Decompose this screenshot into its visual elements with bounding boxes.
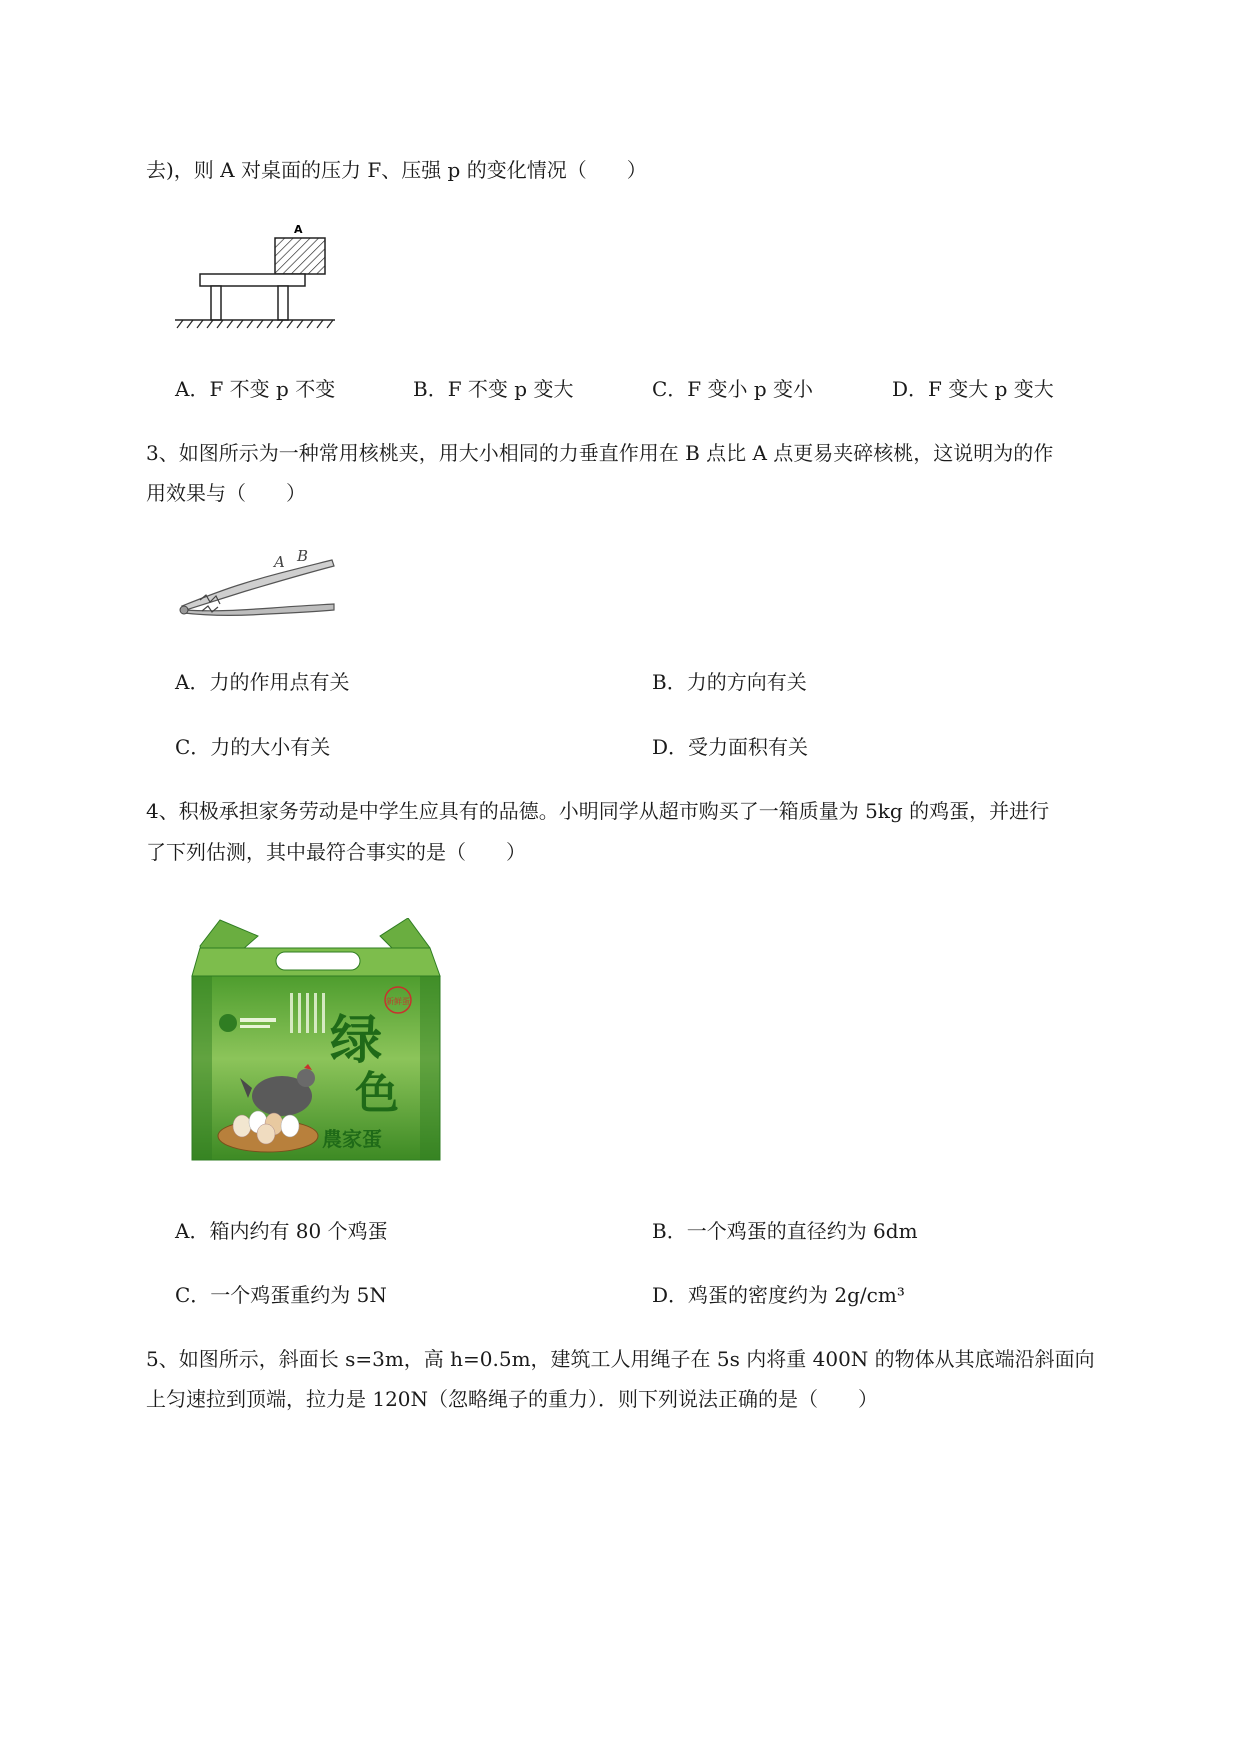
box-subtitle: 農家蛋 <box>322 1127 382 1151</box>
box-logo-icon <box>219 1014 237 1032</box>
q3-option-a: A．力的作用点有关 <box>175 670 350 694</box>
table-leg-left <box>211 286 221 320</box>
table-top <box>200 274 305 286</box>
q2-option-c: C．F 变小 p 变小 <box>652 377 814 401</box>
q2-stem-continuation: 去)，则 A 对桌面的压力 F、压强 p 的变化情况（ ） <box>146 158 647 182</box>
box-handle <box>276 952 360 970</box>
q3-stem-line-1: 3、如图所示为一种常用核桃夹，用大小相同的力垂直作用在 B 点比 A 点更易夹碎核桃，这说明为的作 <box>146 441 1054 465</box>
q3-stem-line-2: 用效果与（ ） <box>146 481 306 505</box>
q2-option-d: D．F 变大 p 变大 <box>892 377 1054 401</box>
point-a-label: A <box>274 553 285 571</box>
q3-nutcracker-figure <box>172 540 342 624</box>
q2-option-a: A．F 不变 p 不变 <box>175 377 336 401</box>
q4-option-b: B．一个鸡蛋的直径约为 6dm <box>652 1219 918 1243</box>
box-title-char-2: 色 <box>355 1068 399 1119</box>
q4-stem-line-2: 了下列估测，其中最符合事实的是（ ） <box>146 840 526 864</box>
ground-hatch <box>177 320 333 328</box>
nutcracker-hinge <box>180 606 188 614</box>
block-a-label: A <box>294 223 303 236</box>
q4-option-a: A．箱内约有 80 个鸡蛋 <box>175 1219 388 1243</box>
q5-stem-line-2: 上匀速拉到顶端，拉力是 120N（忽略绳子的重力）．则下列说法正确的是（ ） <box>146 1387 879 1411</box>
nutcracker-image <box>172 540 342 620</box>
q2-table-figure <box>175 220 345 339</box>
svg-text:新鲜蛋: 新鲜蛋 <box>386 997 410 1006</box>
q5-stem-line-1: 5、如图所示，斜面长 s=3m，高 h=0.5m，建筑工人用绳子在 5s 内将重 400N 的物体从其底端沿斜面向 <box>146 1347 1095 1371</box>
q3-option-d: D．受力面积有关 <box>652 735 809 759</box>
nutcracker-lower-arm <box>184 604 334 615</box>
q3-option-b: B．力的方向有关 <box>652 670 807 694</box>
box-title-char-1: 绿 <box>330 1010 383 1071</box>
table-block-diagram <box>175 220 345 335</box>
table-leg-right <box>278 286 288 320</box>
egg-box-image <box>190 918 450 1168</box>
q2-option-b: B．F 不变 p 变大 <box>413 377 574 401</box>
nutcracker-upper-arm <box>182 560 334 610</box>
q4-stem-line-1: 4、积极承担家务劳动是中学生应具有的品德。小明同学从超市购买了一箱质量为 5kg 的鸡蛋，并进行 <box>146 799 1050 823</box>
q4-option-d: D．鸡蛋的密度约为 2g/cm³ <box>652 1283 905 1307</box>
block-a <box>275 238 325 274</box>
q3-option-c: C．力的大小有关 <box>175 735 331 759</box>
point-b-label: B <box>297 547 309 565</box>
q4-egg-box-figure <box>190 918 450 1172</box>
q4-option-c: C．一个鸡蛋重约为 5N <box>175 1283 387 1307</box>
